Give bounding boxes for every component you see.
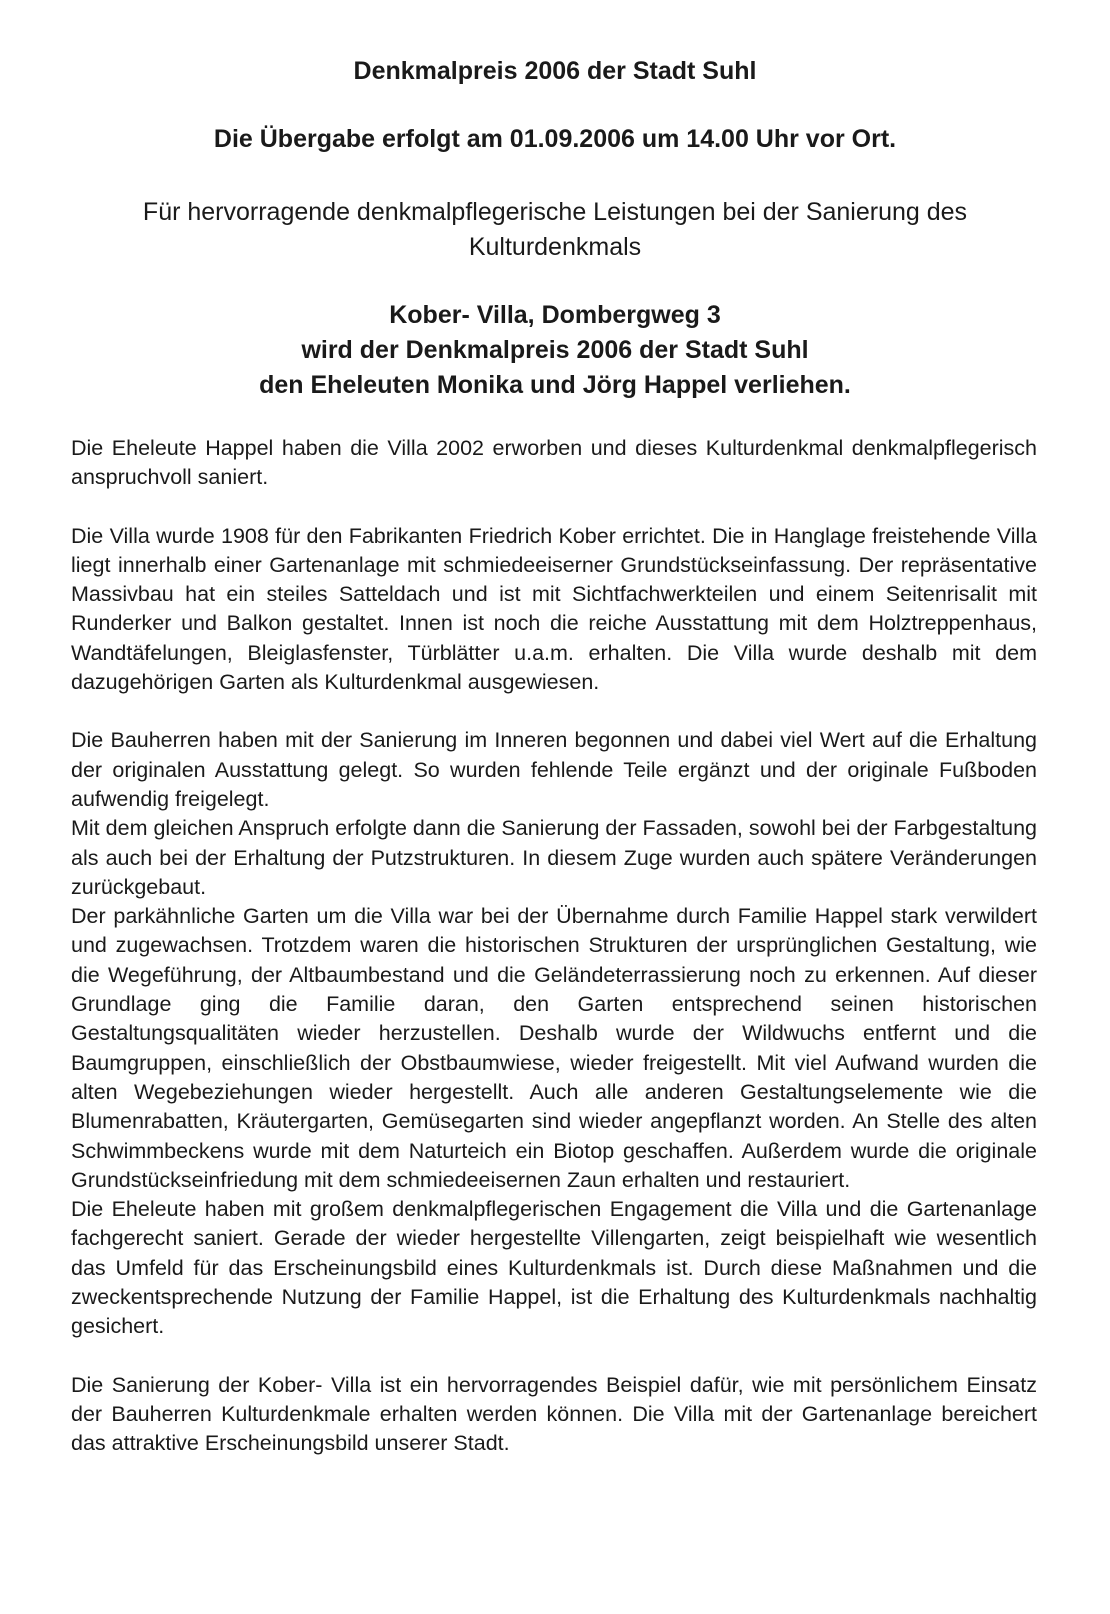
handover-date-line: Die Übergabe erfolgt am 01.09.2006 um 14.00 Uhr vor Ort.: [213, 125, 897, 153]
document-title: Denkmalpreis 2006 der Stadt Suhl: [353, 57, 757, 85]
paragraph-garden: Der parkähnliche Garten um die Villa war bei der Übernahme durch Familie Happel stark verwildert und zugewachsen. Trotzdem waren die historischen Strukturen der ursprünglichen Gestaltung, wie die Wegeführung, der Altbaumbestand und die Geländeterrassierung noch zu erkennen. Auf dieser Grundlage ging die Familie daran, den Garten entsprechend seinen historischen Gestaltungsqualitäten wieder herzustellen. Deshalb wurde der Wildwuchs entfernt und die Baumgruppen, einschließlich der Obstbaumwiese, wieder freigestellt. Mit viel Aufwand wurden die alten Wegebeziehungen wieder hergestellt. Auch alle anderen Gestaltungselemente wie die Blumenrabatten, Kräutergarten, Gemüsegarten sind wieder angepflanzt worden. An Stelle des alten Schwimmbeckens wurde mit dem Naturteich ein Biotop geschaffen. Außerdem wurde die originale Grundstückseinfriedung mit dem schmiedeeisernen Zaun erhalten und restauriert.: [71, 904, 1037, 1192]
award-line-villa: Kober- Villa, Dombergweg 3: [389, 301, 721, 329]
award-intro-text: Für hervorragende denkmalpflegerische Leistungen bei der Sanierung des Kulturdenkmals: [142, 198, 968, 261]
paragraph-history: Die Villa wurde 1908 für den Fabrikanten Friedrich Kober errichtet. Die in Hanglage freistehende Villa liegt innerhalb einer Gartenanlage mit schmiedeeiserner Grundstückseinfassung. Der repräsentative Massivbau hat ein steiles Satteldach und ist mit Sichtfachwerkteilen und einem Seitenrisalit mit Runderker und Balkon gestaltet. Innen ist noch die reiche Ausstattung mit dem Holztreppenhaus, Wandtäfelungen, Bleiglasfenster, Türblätter u.a.m. erhalten. Die Villa wurde deshalb mit dem dazugehörigen Garten als Kulturdenkmal ausgewiesen.: [71, 523, 1037, 695]
paragraph-interior: Die Bauherren haben mit der Sanierung im Inneren begonnen und dabei viel Wert auf die Erhaltung der originalen Ausstattung gelegt. So wurden fehlende Teile ergänzt und der originale Fußboden aufwendig freigelegt.: [71, 728, 1037, 811]
paragraph-engagement: Die Eheleute haben mit großem denkmalpflegerischen Engagement die Villa und die Gartenanlage fachgerecht saniert. Gerade der wieder hergestellte Villengarten, zeigt beispielhaft wie wesentlich das Umfeld für das Erscheinungsbild eines Kulturdenkmals ist. Durch diese Maßnahmen und die zweckentsprechende Nutzung der Familie Happel, ist die Erhaltung des Kulturdenkmals nachhaltig gesichert.: [71, 1197, 1037, 1339]
document-body: [71, 434, 1037, 1459]
paragraph-acquisition: Die Eheleute Happel haben die Villa 2002 erworben und dieses Kulturdenkmal denkmalpflegerisch anspruchvoll saniert.: [71, 436, 1037, 490]
paragraph-conclusion: Die Sanierung der Kober- Villa ist ein hervorragendes Beispiel dafür, wie mit persönlichem Einsatz der Bauherren Kulturdenkmale erhalten werden können. Die Villa mit der Gartenanlage bereichert das attraktive Erscheinungsbild unserer Stadt.: [71, 1372, 1037, 1456]
award-line-prize: wird der Denkmalpreis 2006 der Stadt Suhl: [301, 336, 809, 364]
award-line-recipients: den Eheleuten Monika und Jörg Happel verliehen.: [259, 371, 851, 399]
award-statement: [70, 298, 1040, 403]
paragraph-facade: Mit dem gleichen Anspruch erfolgte dann die Sanierung der Fassaden, sowohl bei der Farbgestaltung als auch bei der Erhaltung der Putzstrukturen. In diesem Zuge wurden auch spätere Veränderungen zurückgebaut.: [71, 816, 1037, 899]
